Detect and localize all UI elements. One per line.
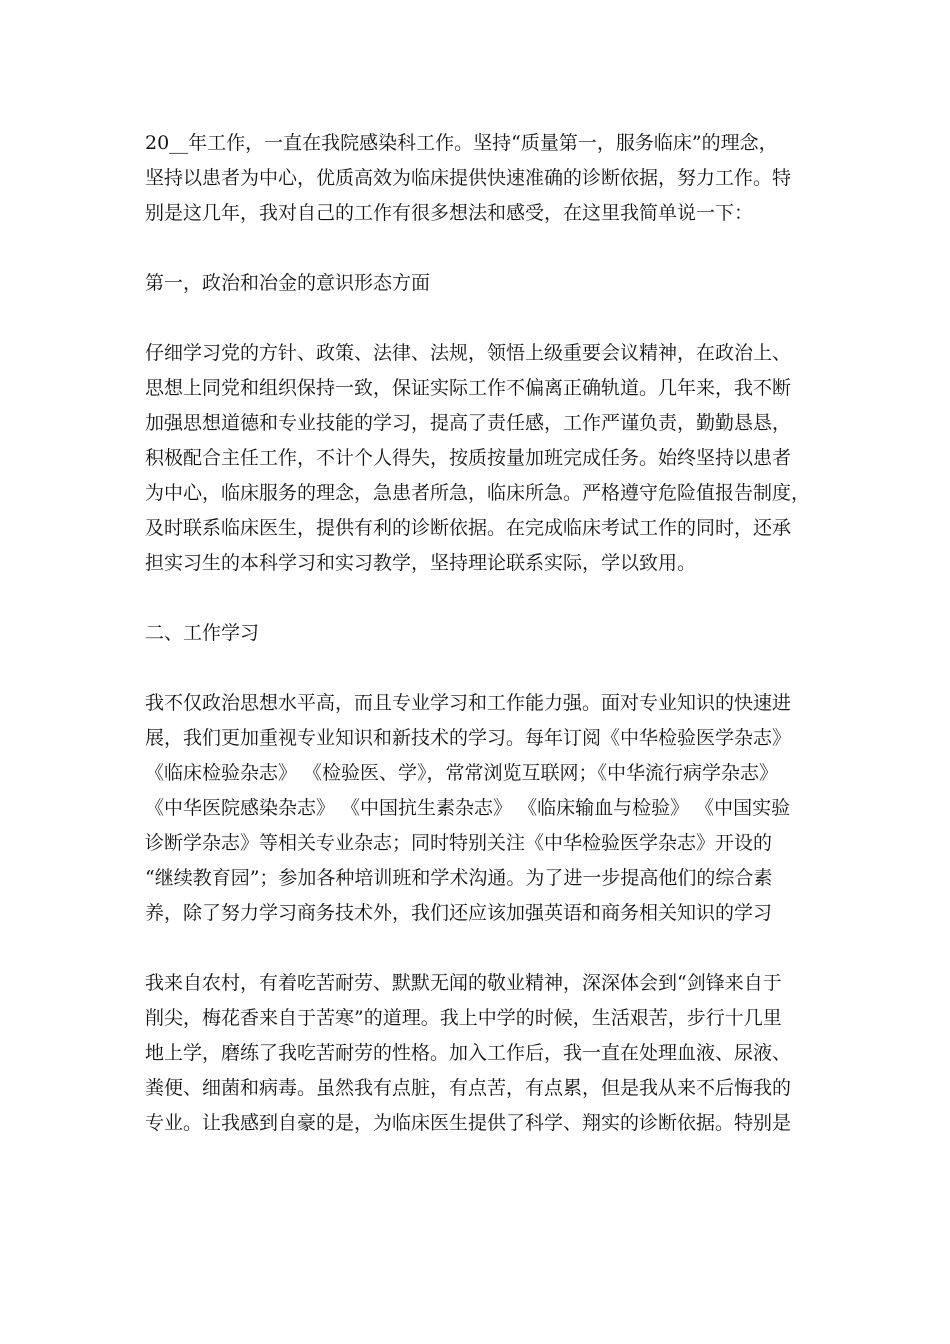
paragraph-spacer [145,931,810,966]
paragraph-spacer [145,301,810,336]
text-line: 思想上同党和组织保持一致，保证实际工作不偏离正确轨道。几年来，我不断 [145,377,792,399]
text-line: 粪便、细菌和病毒。虽然我有点脏，有点苦，有点累，但是我从来不后悔我的 [145,1077,792,1099]
heading-text: 第一，政治和冶金的意识形态方面 [145,272,431,294]
text-line: 为中心，临床服务的理念，急患者所急，临床所急。严格遵守危险值报告制度， [145,482,811,504]
text-line: 加强思想道德和专业技能的学习，提高了责任感，工作严谨负责，勤勤恳恳， [145,412,792,434]
paragraph-spacer [145,581,810,616]
heading-text: 二、工作学习 [145,622,260,644]
text-line: 20__年工作，一直在我院感染科工作。坚持“质量第一，服务临床”的理念， [145,132,778,154]
text-line: 坚持以患者为中心，优质高效为临床提供快速准确的诊断依据，努力工作。特 [145,167,792,189]
text-line: 《中华医院感染杂志》 《中国抗生素杂志》 《临床输血与检验》 《中国实验 [145,797,791,819]
paragraph-spacer [145,231,810,266]
text-line: 仔细学习党的方针、政策、法律、法规，领悟上级重要会议精神，在政治上、 [145,342,792,364]
text-line: 我不仅政治思想水平高，而且专业学习和工作能力强。面对专业知识的快速进 [145,692,792,714]
text-line: 担实习生的本科学习和实习教学，坚持理论联系实际，学以致用。 [145,552,697,574]
text-line: 专业。让我感到自豪的是，为临床医生提供了科学、翔实的诊断依据。特别是 [145,1112,792,1134]
text-line: 地上学，磨练了我吃苦耐劳的性格。加入工作后，我一直在处理血液、尿液、 [145,1042,792,1064]
text-line: 《临床检验杂志》 《检验医、学》，常常浏览互联网；《中华流行病学杂志》 [145,762,779,784]
body-paragraph [145,336,810,581]
text-line: 别是这几年，我对自己的工作有很多想法和感受，在这里我简单说一下： [145,202,754,224]
body-paragraph [145,686,810,931]
text-line: 及时联系临床医生，提供有利的诊断依据。在完成临床考试工作的同时，还承 [145,517,792,539]
document-body [145,126,810,1141]
body-paragraph [145,966,810,1141]
text-line: “继续教育园”；参加各种培训班和学术沟通。为了进一步提高他们的综合素 [145,867,773,889]
body-paragraph [145,126,810,231]
text-line: 积极配合主任工作，不计个人得失，按质按量加班完成任务。始终坚持以患者 [145,447,792,469]
text-line: 我来自农村，有着吃苦耐劳、默默无闻的敬业精神，深深体会到“剑锋来自于 [145,972,782,994]
section-heading [145,616,810,651]
paragraph-spacer [145,651,810,686]
text-line: 诊断学杂志》等相关专业杂志；同时特别关注《中华检验医学杂志》开设的 [145,832,773,854]
section-heading [145,266,810,301]
text-line: 展，我们更加重视专业知识和新技术的学习。每年订阅《中华检验医学杂志》 [145,727,792,749]
text-line: 养，除了努力学习商务技术外，我们还应该加强英语和商务相关知识的学习 [145,902,773,924]
text-line: 削尖，梅花香来自于苦寒”的道理。我上中学的时候，生活艰苦，步行十几里 [145,1007,782,1029]
